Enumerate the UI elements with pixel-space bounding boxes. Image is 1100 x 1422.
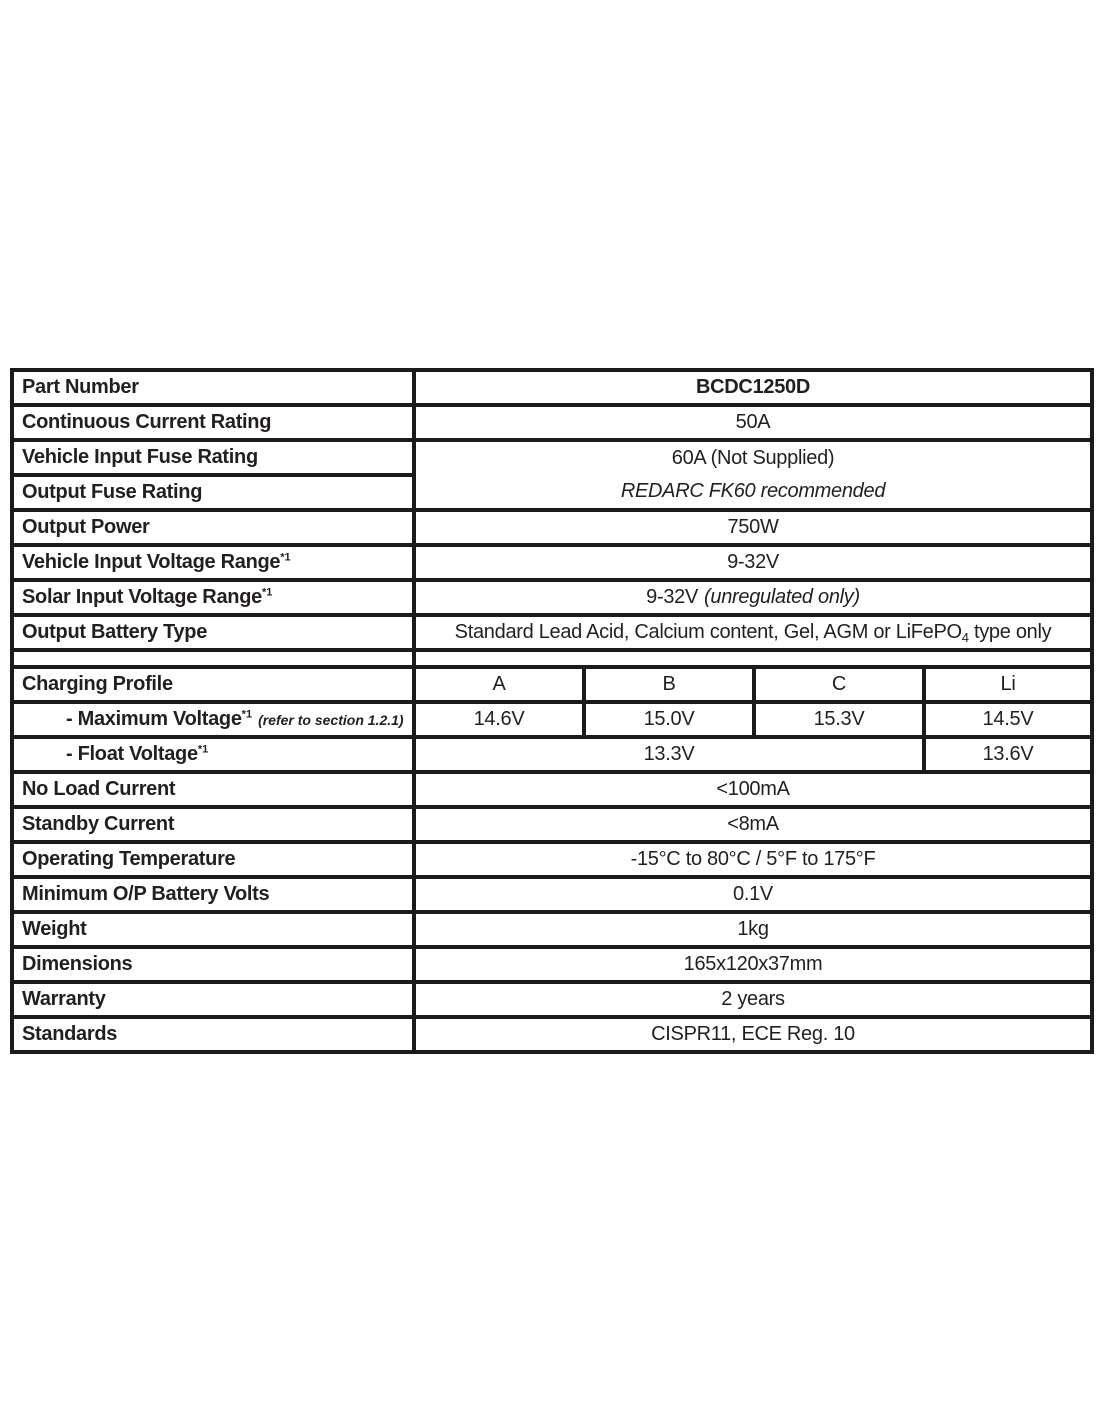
row-output-battery-type <box>12 615 1092 650</box>
output-battery-type-label: Output Battery Type <box>12 615 414 650</box>
maximum-voltage-b: 15.0V <box>584 702 754 737</box>
maximum-voltage-note: (refer to section 1.2.1) <box>258 712 404 728</box>
minimum-battery-volts-value: 0.1V <box>414 877 1092 912</box>
output-power-value: 750W <box>414 510 1092 545</box>
fuse-rating-value <box>414 440 1092 510</box>
float-voltage-text: - Float Voltage <box>66 743 198 765</box>
battery-type-suffix: type only <box>968 621 1052 643</box>
no-load-current-value: <100mA <box>414 772 1092 807</box>
continuous-current-value: 50A <box>414 405 1092 440</box>
solar-input-voltage-value <box>414 580 1092 615</box>
weight-label: Weight <box>12 912 414 947</box>
profile-column-a: A <box>414 667 584 702</box>
vehicle-input-voltage-text: Vehicle Input Voltage Range <box>22 551 281 573</box>
float-voltage-label <box>12 737 414 772</box>
minimum-battery-volts-label: Minimum O/P Battery Volts <box>12 877 414 912</box>
no-load-current-label: No Load Current <box>12 772 414 807</box>
row-charging-profile-header <box>12 667 1092 702</box>
row-dimensions <box>12 947 1092 982</box>
vehicle-input-voltage-label <box>12 545 414 580</box>
output-power-label: Output Power <box>12 510 414 545</box>
profile-column-b: B <box>584 667 754 702</box>
solar-voltage-note: (unregulated only) <box>704 586 860 608</box>
row-warranty <box>12 982 1092 1017</box>
spacer-left-cell <box>12 650 414 667</box>
spacer-right-cell <box>414 650 1092 667</box>
spacer-row <box>12 650 1092 667</box>
part-number-value: BCDC1250D <box>414 370 1092 405</box>
footnote-marker: *1 <box>241 708 253 721</box>
dimensions-label: Dimensions <box>12 947 414 982</box>
maximum-voltage-a: 14.6V <box>414 702 584 737</box>
row-part-number <box>12 370 1092 405</box>
maximum-voltage-li: 14.5V <box>924 702 1092 737</box>
float-voltage-abc: 13.3V <box>414 737 924 772</box>
row-minimum-battery-volts <box>12 877 1092 912</box>
row-no-load-current <box>12 772 1092 807</box>
footnote-marker: *1 <box>280 551 291 564</box>
solar-input-voltage-label <box>12 580 414 615</box>
row-float-voltage <box>12 737 1092 772</box>
row-standards <box>12 1017 1092 1052</box>
maximum-voltage-label <box>12 702 414 737</box>
vehicle-input-voltage-value: 9-32V <box>414 545 1092 580</box>
operating-temperature-value: -15°C to 80°C / 5°F to 175°F <box>414 842 1092 877</box>
standards-label: Standards <box>12 1017 414 1052</box>
charging-profile-label: Charging Profile <box>12 667 414 702</box>
battery-type-text: Standard Lead Acid, Calcium content, Gel, AGM or LiFePO <box>454 621 962 643</box>
row-standby-current <box>12 807 1092 842</box>
row-vehicle-input-voltage <box>12 545 1092 580</box>
part-number-label: Part Number <box>12 370 414 405</box>
row-maximum-voltage <box>12 702 1092 737</box>
standby-current-value: <8mA <box>414 807 1092 842</box>
row-output-power <box>12 510 1092 545</box>
profile-column-li: Li <box>924 667 1092 702</box>
float-voltage-li: 13.6V <box>924 737 1092 772</box>
continuous-current-label: Continuous Current Rating <box>12 405 414 440</box>
profile-column-c: C <box>754 667 924 702</box>
solar-input-voltage-text: Solar Input Voltage Range <box>22 586 262 608</box>
output-fuse-label: Output Fuse Rating <box>12 475 414 510</box>
dimensions-value: 165x120x37mm <box>414 947 1092 982</box>
chemical-subscript: 4 <box>961 630 969 645</box>
solar-voltage-text: 9-32V <box>646 586 699 608</box>
output-battery-type-value <box>414 615 1092 650</box>
fuse-rating-line2: REDARC FK60 recommended <box>620 480 886 502</box>
maximum-voltage-text: - Maximum Voltage <box>66 708 242 730</box>
footnote-marker: *1 <box>197 743 209 756</box>
operating-temperature-label: Operating Temperature <box>12 842 414 877</box>
row-solar-input-voltage <box>12 580 1092 615</box>
specifications-table <box>10 368 1094 1054</box>
weight-value: 1kg <box>414 912 1092 947</box>
fuse-rating-line1: 60A (Not Supplied) <box>671 447 835 469</box>
vehicle-input-fuse-label: Vehicle Input Fuse Rating <box>12 440 414 475</box>
row-continuous-current <box>12 405 1092 440</box>
maximum-voltage-c: 15.3V <box>754 702 924 737</box>
footnote-marker: *1 <box>261 586 273 599</box>
standards-value: CISPR11, ECE Reg. 10 <box>414 1017 1092 1052</box>
warranty-label: Warranty <box>12 982 414 1017</box>
row-weight <box>12 912 1092 947</box>
warranty-value: 2 years <box>414 982 1092 1017</box>
row-vehicle-input-fuse <box>12 440 1092 475</box>
row-operating-temperature <box>12 842 1092 877</box>
standby-current-label: Standby Current <box>12 807 414 842</box>
